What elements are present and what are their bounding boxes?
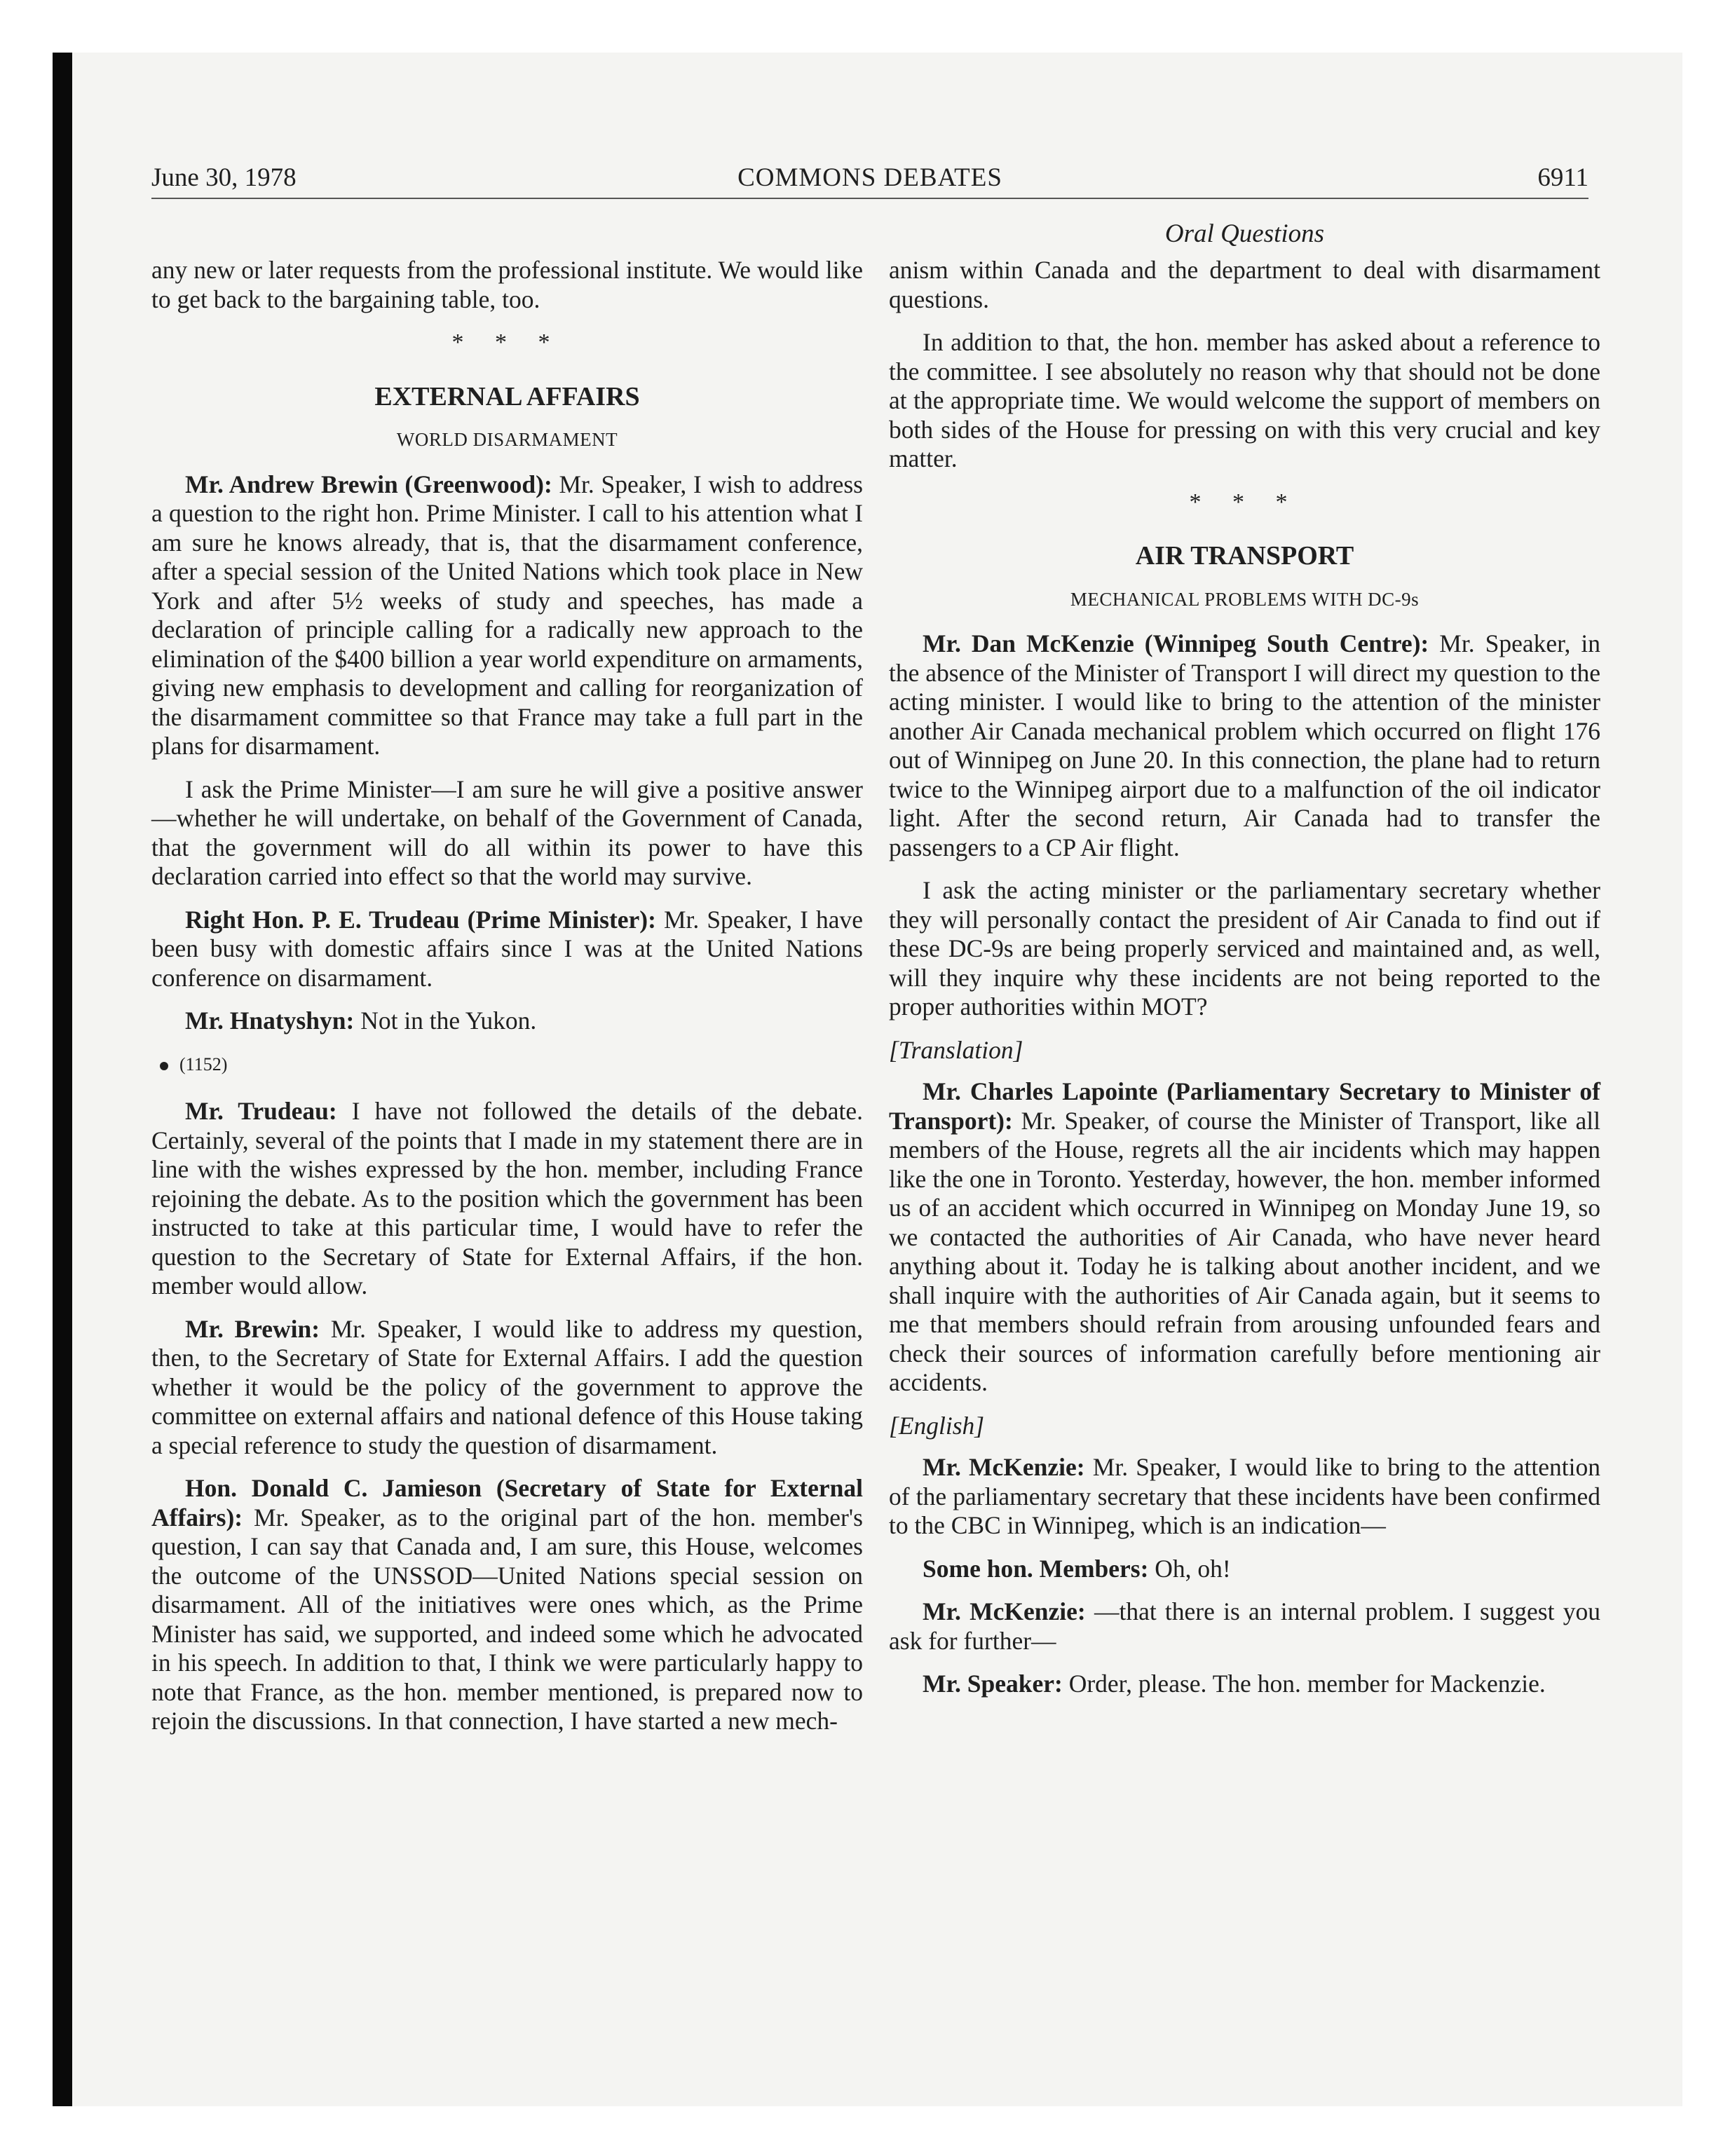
speaker-name: Mr. Andrew Brewin (Greenwood): <box>185 470 552 498</box>
paragraph <box>889 1670 1600 1699</box>
speech-text: Mr. Speaker, I would like to bring to the attention of the parliamentary secretary that these incidents have been confirmed to the CBC in Winnipeg, which is an indication— <box>889 1453 1600 1539</box>
header-title: COMMONS DEBATES <box>737 163 1002 192</box>
paragraph <box>151 1007 863 1036</box>
speech-text: Mr. Speaker, in the absence of the Minister of Transport I will direct my question to the acting minister. I would like to bring to the attention of the minister another Air Canada mechanical problem which occurred on flight 176 out of Winnipeg on June 20. In this connection, the plane had to return twice to the Winnipeg airport due to a malfunction of the oil indicator light. After the second return, Air Canada had to transfer the passengers to a CP Air flight. <box>889 629 1600 861</box>
section-title: EXTERNAL AFFAIRS <box>374 381 640 411</box>
section-separator: * * * <box>451 329 563 355</box>
speaker-name: Mr. Dan McKenzie (Winnipeg South Centre): <box>923 629 1429 657</box>
paragraph: anism within Canada and the department to deal with disarmament questions. <box>889 256 1600 313</box>
speaker-name: Mr. McKenzie: <box>923 1453 1085 1481</box>
speech-text: Mr. Speaker, I would like to address my question, then, to the Secretary of State for External Affairs. I add the question whether it would be the policy of the government to approve the committee on external affairs and national defence of this House taking a special reference to study the question of disarmament. <box>151 1314 863 1459</box>
header-date: June 30, 1978 <box>151 163 297 192</box>
speech-text: Mr. Speaker, I wish to address a question to the right hon. Prime Minister. I call to his attention what I am sure he knows already, that is, that the disarmament conference, after a special session of the United Nations which took place in New York and after 5½ weeks of study and speeches, has made a declaration of principle calling for a radically new approach to the elimination of the $400 billion a year world expenditure on armaments, giving new emphasis to development and calling for reorganization of the disarmament committee so that France may take a full part in the plans for disarmament. <box>151 470 863 760</box>
speech-text: Mr. Speaker, I have been busy with domestic affairs since I was at the United Nations conference on disarmament. <box>151 905 863 992</box>
paragraph: In addition to that, the hon. member has asked about a reference to the committee. I see absolutely no reason why that should not be done at the appropriate time. We would welcome the support of members on both sides of the House for pressing on with this very crucial and key matter. <box>889 328 1600 472</box>
paragraph: any new or later requests from the professional institute. We would like to get back to the bargaining table, too. <box>151 256 863 313</box>
scan-edge <box>53 53 72 2106</box>
subsection-title: WORLD DISARMAMENT <box>396 429 618 450</box>
speaker-name: Mr. Charles Lapointe (Parliamentary Secretary to Minister of Transport): <box>889 1077 1600 1135</box>
header-rule <box>151 198 1588 199</box>
paragraph <box>151 1474 863 1736</box>
right-column <box>889 256 1600 1713</box>
language-marker: [Translation] <box>889 1035 1023 1064</box>
speech-text: Order, please. The hon. member for Mackenzie. <box>1062 1670 1546 1698</box>
bullet-icon <box>160 1062 168 1070</box>
paragraph <box>889 1077 1600 1398</box>
paragraph: I ask the acting minister or the parliamentary secretary whether they will personally contact the president of Air Canada to find out if these DC-9s are being properly serviced and maintained and, as well, will they inquire why these incidents are not being reported to the proper authorities within MOT? <box>889 876 1600 1021</box>
paragraph <box>151 1315 863 1461</box>
speech-text: —that there is an internal problem. I suggest you ask for further— <box>889 1597 1600 1655</box>
paragraph <box>889 1555 1600 1584</box>
paragraph <box>151 1097 863 1301</box>
speaker-name: Mr. Trudeau: <box>185 1097 337 1125</box>
section-title: AIR TRANSPORT <box>1135 541 1354 571</box>
time-marker <box>160 1050 863 1079</box>
speaker-name: Hon. Donald C. Jamieson (Secretary of State for External Affairs): <box>151 1474 863 1531</box>
paragraph: I ask the Prime Minister—I am sure he will give a positive answer—whether he will undertake, on behalf of the Government of Canada, that the government will do all within its power to have this declaration carried into effect so that the world may survive. <box>151 775 863 890</box>
speech-text: Oh, oh! <box>1148 1554 1231 1583</box>
running-head: Oral Questions <box>1164 219 1325 248</box>
paragraph <box>889 629 1600 862</box>
speech-text: Not in the Yukon. <box>354 1007 537 1035</box>
subsection-title: MECHANICAL PROBLEMS WITH DC-9s <box>1070 588 1420 610</box>
page-number: 6911 <box>1537 163 1588 192</box>
speaker-name: Mr. Speaker: <box>923 1670 1063 1698</box>
speaker-name: Mr. Hnatyshyn: <box>185 1007 355 1035</box>
paragraph <box>151 470 863 761</box>
paragraph <box>151 906 863 993</box>
left-column <box>151 256 863 1750</box>
speaker-name: Right Hon. P. E. Trudeau (Prime Minister): <box>185 905 656 934</box>
speech-text: Mr. Speaker, as to the original part of the hon. member's question, I can say that Canada and, I am sure, this House, welcomes the outcome of the UNSSOD—United Nations special session on disarmament. All of the initiatives were ones which, as the Prime Minister has said, we supported, and indeed some which he advocated in his speech. In addition to that, I think we were particularly happy to note that France, as the hon. member mentioned, is prepared now to rejoin the discussions. In that connection, I have started a new mech- <box>151 1503 863 1735</box>
language-marker: [English] <box>889 1411 985 1440</box>
paragraph <box>889 1453 1600 1541</box>
paragraph <box>889 1597 1600 1656</box>
speaker-name: Mr. McKenzie: <box>923 1597 1086 1625</box>
speech-text: Mr. Speaker, of course the Minister of Transport, like all members of the House, regrets all the air incidents which may happen like the one in Toronto. Yesterday, however, the hon. member informed us of an accident which occurred in Winnipeg on Monday June 19, so we contacted the authorities of Air Canada, who have never heard anything about it. Today he is talking about another incident, and we shall inquire with the authorities of Air Canada again, but it seems to me that members should refrain from arousing unfounded fears and check their sources of information carefully before mentioning air accidents. <box>889 1106 1600 1396</box>
speaker-name: Mr. Brewin: <box>185 1314 320 1343</box>
speaker-name: Some hon. Members: <box>923 1554 1149 1583</box>
speech-text: I have not followed the details of the debate. Certainly, several of the points that I made in my statement there are in line with the wishes expressed by the hon. member, including France rejoining the debate. As to the position which the government has been instructed to take at this particular time, I would have to refer the question to the Secretary of State for External Affairs, if the hon. member would allow. <box>151 1097 863 1299</box>
time-marker-label: (1152) <box>179 1053 228 1074</box>
section-separator: * * * <box>1189 489 1300 515</box>
